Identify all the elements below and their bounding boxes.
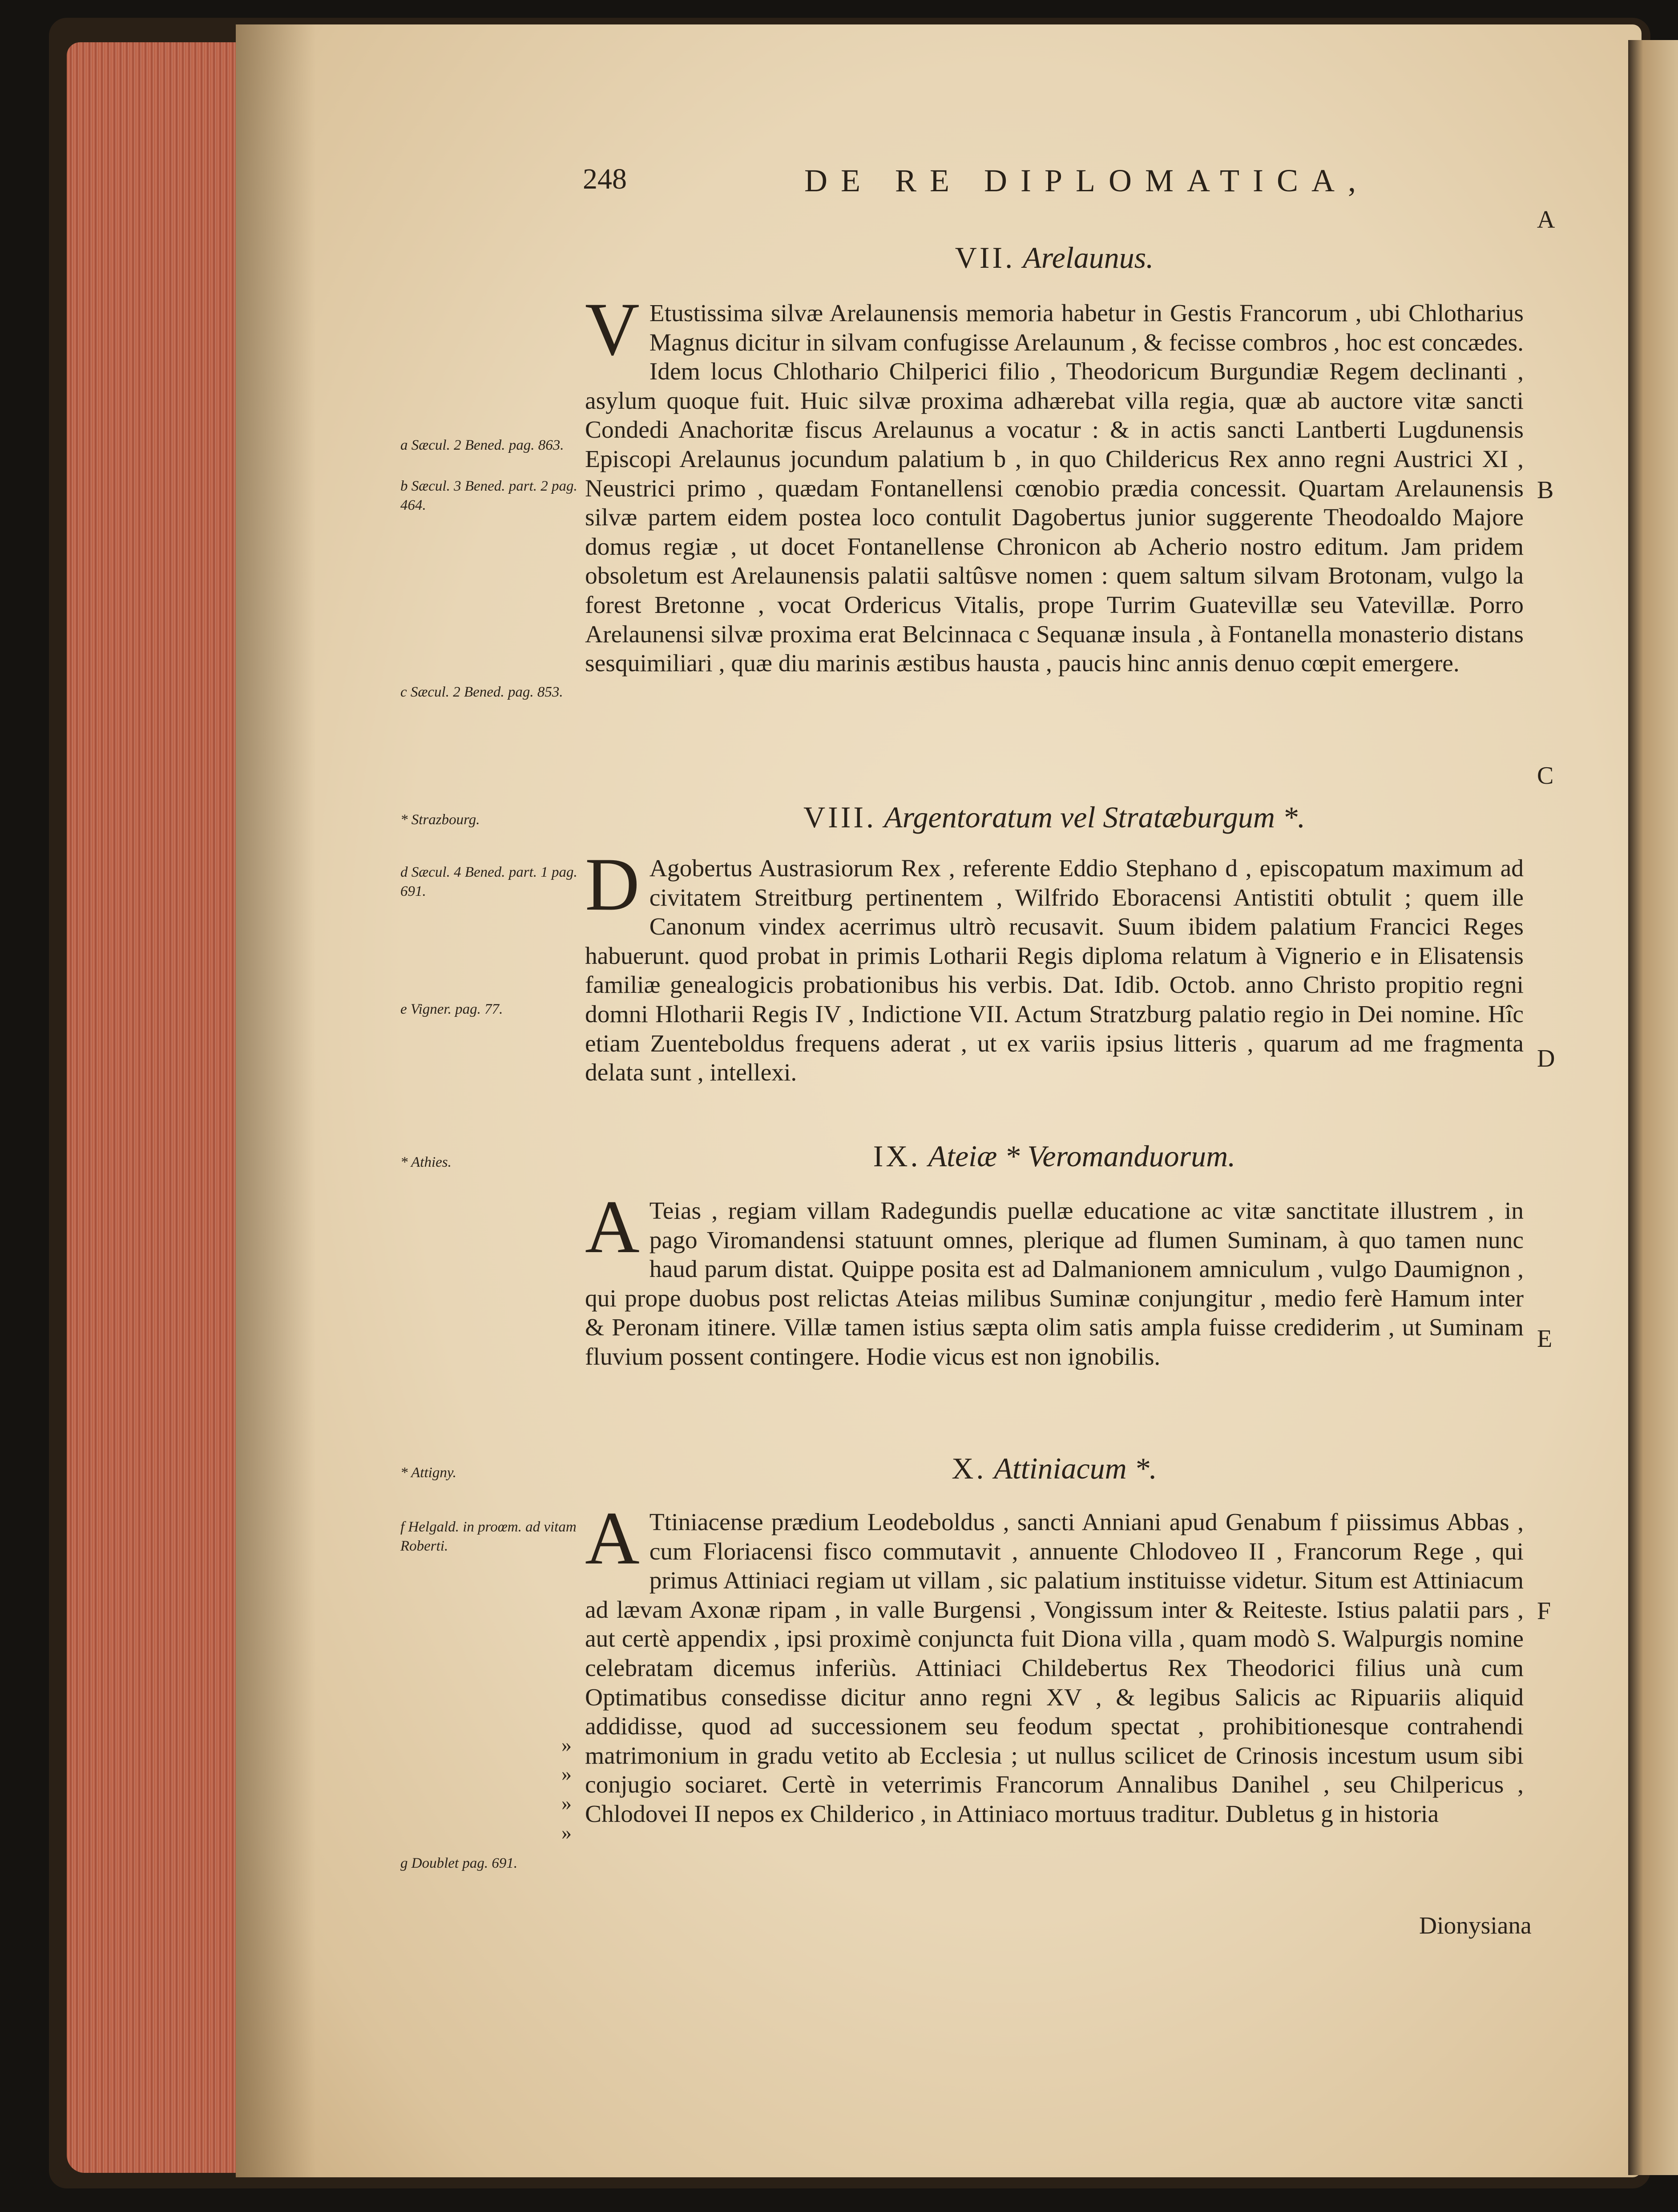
section-name: Attiniacum *. — [994, 1451, 1157, 1485]
section-body: Teias , regiam villam Radegundis puellæ educatione ac vitæ sanctitate illustrem , in pago Viromandensi statuunt omnes, plerique ad flumen Suminam, à quo tamen nunc haud parum distat. Quippe posita est ad Dalmanionem amniculum , vulgo Daumignon , qui prope duobus post relictas Ateias milibus Suminæ conjungitur , medio ferè Hamum inter & Peronam itinere. Villæ tamen istius sæpta olim satis ampla fuisse crediderim , ut Suminam fluvium possent contingere. Hodie vicus est non ignobilis. — [585, 1197, 1524, 1370]
margin-letter-b: B — [1537, 476, 1554, 504]
side-note: * Attigny. — [400, 1465, 456, 1481]
catchword: Dionysiana — [1419, 1912, 1532, 1939]
margin-letter-e: E — [1537, 1325, 1553, 1353]
section-number: VIII. — [803, 800, 877, 834]
section-text-x — [585, 1496, 1524, 1829]
side-note: e Vigner. pag. 77. — [400, 1001, 503, 1017]
page-gutter-shade — [236, 24, 316, 2177]
section-body: Ttiniacense prædium Leodeboldus , sancti Anniani apud Genabum f piissimus Abbas , cum Floriacensi fisco commutavit , annuente Chlodoveo II , Francorum Rege , qui primus Attiniaci regiam ut villam , sic palatium instituisse videtur. Situm est Attiniacum ad lævam Axonæ ripam , in valle Burgensi , Vongissum inter & Reiteste. Istius palatii pars , aut certè appendix , ipsi proximè conjuncta fuit Diona villa , quam modò S. Walpurgis nomine celebratam dicemus inferiùs. Attiniaci Childebertus Rex Theodorici filius unà cum Optimatibus consedisse dicitur anno regni XV , & legibus Salicis ac Ripuariis aliquid addidisse, quod ad successionem seu feodum spectat , prohibitionesque contrahendi matrimonium in gradu vetito ab Ecclesia ; ut nullus scilicet de Crinosis incestum usum sibi conjugio sociaret. Certè in veterrimis Francorum Annalibus Danihel , seu Chilpericus , Chlodovei II nepos ex Childerico , in Attiniaco mortuus traditur. Dubletus g in historia — [585, 1509, 1524, 1828]
side-note: g Doublet pag. 691. — [400, 1855, 518, 1871]
side-note: d Sæcul. 4 Bened. part. 1 pag. 691. — [400, 864, 577, 899]
section-heading-ix — [585, 1139, 1524, 1174]
quote-mark: » — [561, 1792, 572, 1814]
page-number: 248 — [583, 163, 627, 195]
section-heading-vii — [585, 240, 1524, 275]
side-note: c Sæcul. 2 Bened. pag. 853. — [400, 684, 563, 700]
section-number: VII. — [955, 241, 1016, 274]
drop-cap: A — [585, 1496, 640, 1580]
drop-cap: A — [585, 1185, 640, 1269]
page-edges — [67, 42, 236, 2173]
margin-letter-a: A — [1537, 206, 1555, 234]
drop-cap: V — [585, 287, 640, 371]
section-heading-viii — [585, 800, 1524, 835]
side-note: * Strazbourg. — [400, 812, 480, 828]
section-body: Agobertus Austrasiorum Rex , referente Eddio Stephano d , episcopatum maximum ad civitatem Streitburg pertinentem , Wilfrido Eboracensi Antistiti obtulit ; quem ille Canonum vindex acerrimus ultrò recusavit. Suum ibidem palatium Francici Reges habuerunt. quod probat in primis Lotharii Regis diploma relatum à Vignerio e in Elisatensis familiæ genealogicis probationibus his verbis. Dat. Idib. Octob. anno Christo propitio regni domni Hlotharii Regis IV , Indictione VII. Actum Stratzburg palatio regio in Dei nomine. Hîc etiam Zuenteboldus frequens aderat , ut ex variis ipsius litteris , quarum ad me fragmenta delata sunt , intellexi. — [585, 855, 1524, 1087]
drop-cap: D — [585, 842, 640, 926]
section-name: Argentoratum vel Stratæburgum *. — [884, 800, 1305, 834]
quote-mark: » — [561, 1821, 572, 1844]
margin-letter-c: C — [1537, 762, 1554, 790]
margin-letter-f: F — [1537, 1597, 1551, 1625]
facing-page-edge — [1628, 40, 1678, 2175]
section-name: Arelaunus. — [1023, 241, 1154, 274]
side-note: a Sæcul. 2 Bened. pag. 863. — [400, 437, 564, 453]
margin-letter-d: D — [1537, 1045, 1555, 1072]
quote-mark: » — [561, 1733, 572, 1756]
section-number: IX. — [873, 1139, 921, 1173]
section-text-ix — [585, 1185, 1524, 1372]
quote-mark: » — [561, 1762, 572, 1785]
section-name: Ateiæ * Veromanduorum. — [928, 1139, 1236, 1173]
section-heading-x — [585, 1451, 1524, 1486]
section-body: Etustissima silvæ Arelaunensis memoria habetur in Gestis Francorum , ubi Chlotharius Magnus dicitur in silvam confugisse Arelaunum , & fecisse combros , hoc est concædes. Idem locus Chlothario Chilperici filio , Theodoricum Burgundiæ Regem declinanti , asylum quoque fuit. Huic silvæ proxima adhærebat villa regia, quæ ab auctore vitæ sancti Condedi Anachoritæ fiscus Arelaunus a vocatur : & in actis sancti Lantberti Lugdunensis Episcopi Arelaunus jocundum palatium b , in quo Childericus Rex anno regni Austrici XI , Neustrici primo , quædam Fontanellensi cœnobio prædia concessit. Quartam Arelaunensis silvæ partem eidem postea loco contulit Dagobertus junior suggerente Theodoaldo Majore domus regiæ , ut docet Fontanellense Chronicon ab Acherio nostro editum. Jam pridem obsoletum est Arelaunensis palatii saltûsve nomen : quem saltum silvam Brotonam, vulgo la forest Bretonne , vocat Ordericus Vitalis, prope Turrim Guatevillæ seu Vatevillæ. Porro Arelaunensi silvæ proxima erat Belcinnaca c Sequanæ insula , à Fontanella monasterio distans sesquimiliari , quæ diu marinis æstibus hausta , paucis hinc annis denuo cœpit emergere. — [585, 300, 1524, 677]
section-text-viii — [585, 842, 1524, 1088]
side-note: f Helgald. in proœm. ad vitam Roberti. — [400, 1519, 577, 1554]
running-title: DE RE DIPLOMATICA, — [804, 163, 1369, 198]
side-note: b Sæcul. 3 Bened. part. 2 pag. 464. — [400, 478, 577, 513]
side-note: * Athies. — [400, 1154, 452, 1170]
section-text-vii — [585, 287, 1524, 678]
section-number: X. — [952, 1451, 987, 1485]
